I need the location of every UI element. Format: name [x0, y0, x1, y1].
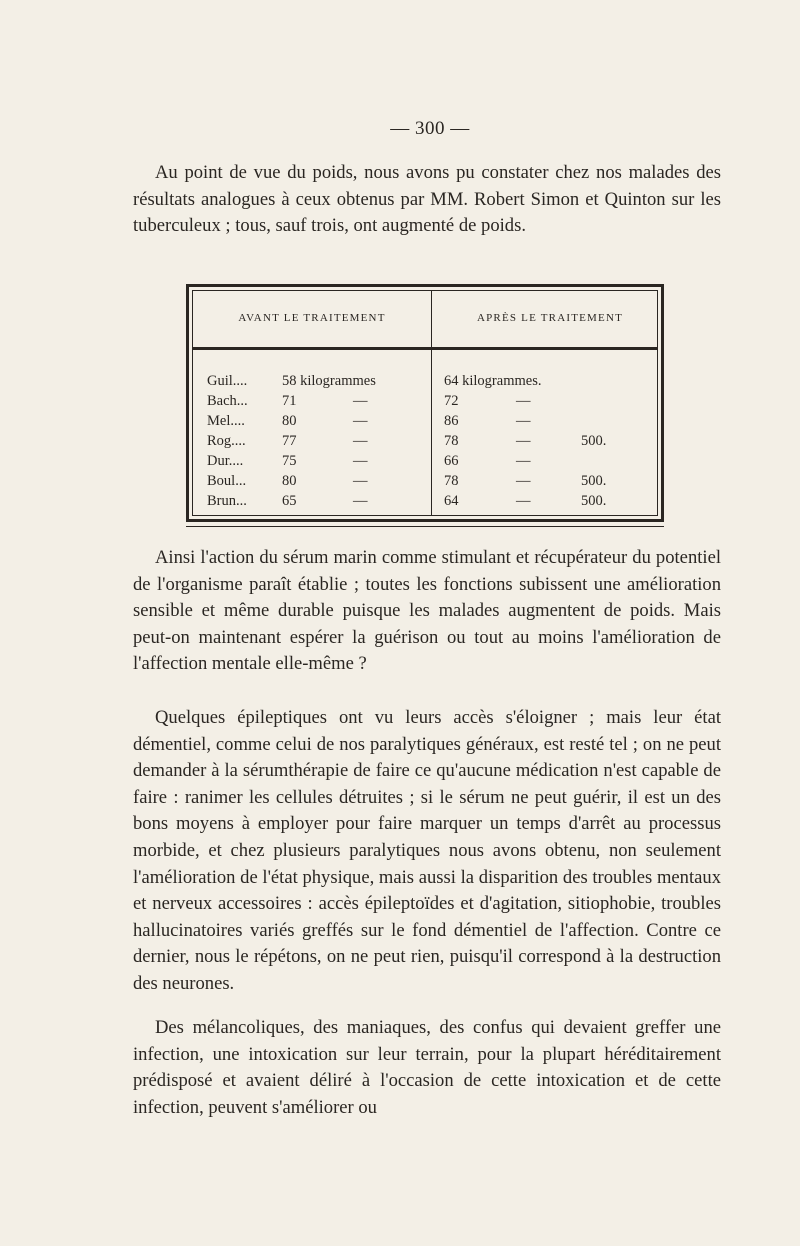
ditto-mark: —: [353, 433, 368, 449]
table-row: [193, 451, 657, 471]
column-header-before: AVANT LE TRAITEMENT: [238, 312, 386, 324]
weight-after: 72: [444, 393, 459, 409]
table-row: [193, 491, 657, 511]
weight-after: 66: [444, 453, 459, 469]
ditto-mark: —: [353, 453, 368, 469]
column-header-after: APRÈS LE TRAITEMENT: [476, 312, 624, 324]
ditto-mark: —: [353, 393, 368, 409]
weight-before: 80: [282, 413, 297, 429]
weight-grams: 500.: [581, 473, 607, 489]
page-number: — 300 —: [390, 118, 470, 139]
patient-name: Brun...: [207, 493, 247, 509]
weight-before: 71: [282, 393, 297, 409]
patient-name: Dur....: [207, 453, 244, 469]
table-row: [193, 371, 657, 391]
table-row: [193, 431, 657, 451]
table-row: [193, 391, 657, 411]
ditto-mark: —: [516, 453, 531, 469]
patient-name: Guil....: [207, 373, 248, 389]
ditto-mark: —: [353, 473, 368, 489]
paragraph-epileptics: Quelques épileptiques ont vu leurs accès s'éloigner ; mais leur état démentiel, comme celui de nos paralytiques généraux, est resté tel ; on ne peut demander à la sérumthérapie de faire ce qu'aucune médication n'est capable de faire : ranimer les cellules détruites ; si le sérum ne peut guérir, il est un des bons moyens à employer pour faire marquer un temps d'arrêt au processus morbide, et chez plusieurs paralytiques nous avons obtenu, non seulement l'amélioration de l'état physique, mais aussi la disparition des troubles mentaux et nerveux accessoires : accès épileptoïdes et d'agitation, sitiophobie, troubles hallucinatoires variés greffés sur le fond démentiel de l'affection. Contre ce dernier, nous le répétons, on ne peut rien, puisqu'il correspond à la destruction des neurones.: [133, 707, 721, 994]
weight-before: 65: [282, 493, 297, 509]
paragraph-melancholics: Des mélancoliques, des maniaques, des confus qui devaient greffer une infection, une intoxication sur leur terrain, pour la plupart héréditairement prédisposé et avaient déliré à l'occasion de cette intoxication et de cette infection, peuvent s'améliorer ou: [133, 1017, 721, 1118]
patient-name: Mel....: [207, 413, 245, 429]
weight-grams: 500.: [581, 433, 607, 449]
weight-after: 78: [444, 473, 459, 489]
header-rule: [193, 347, 657, 350]
ditto-mark: —: [353, 413, 368, 429]
weight-after: 64: [444, 493, 459, 509]
ditto-mark: —: [516, 473, 531, 489]
table-bottom-rule: [186, 526, 664, 527]
weight-before: 75: [282, 453, 297, 469]
ditto-mark: —: [516, 493, 531, 509]
patient-name: Rog....: [207, 433, 246, 449]
weight-grams: 500.: [581, 493, 607, 509]
ditto-mark: —: [353, 493, 368, 509]
ditto-mark: —: [516, 413, 531, 429]
weight-before: 58 kilogrammes: [282, 373, 376, 389]
weight-after: 78: [444, 433, 459, 449]
weight-before: 80: [282, 473, 297, 489]
weight-before: 77: [282, 433, 297, 449]
patient-name: Bach...: [207, 393, 248, 409]
patient-name: Boul...: [207, 473, 247, 489]
ditto-mark: —: [516, 393, 531, 409]
paragraph-serum-action: Ainsi l'action du sérum marin comme stimulant et récupérateur du potentiel de l'organisme paraît établie ; toutes les fonctions subissent une amélioration sensible et même durable puisque les malades augmentent de poids. Mais peut-on maintenant espérer la guérison ou tout au moins l'amélioration de l'affection mentale elle-même ?: [133, 547, 721, 675]
weight-table-inner: [192, 290, 658, 516]
paragraph-weight-observation: Au point de vue du poids, nous avons pu constater chez nos malades des résultats analogues à ceux obtenus par MM. Robert Simon et Quinton sur les tuberculeux ; tous, sauf trois, ont augmenté de poids.: [133, 162, 721, 237]
ditto-mark: —: [516, 433, 531, 449]
table-row: [193, 471, 657, 491]
table-row: [193, 411, 657, 431]
weight-after: 86: [444, 413, 459, 429]
weight-table: [186, 284, 664, 522]
weight-after: 64 kilogrammes.: [444, 373, 542, 389]
